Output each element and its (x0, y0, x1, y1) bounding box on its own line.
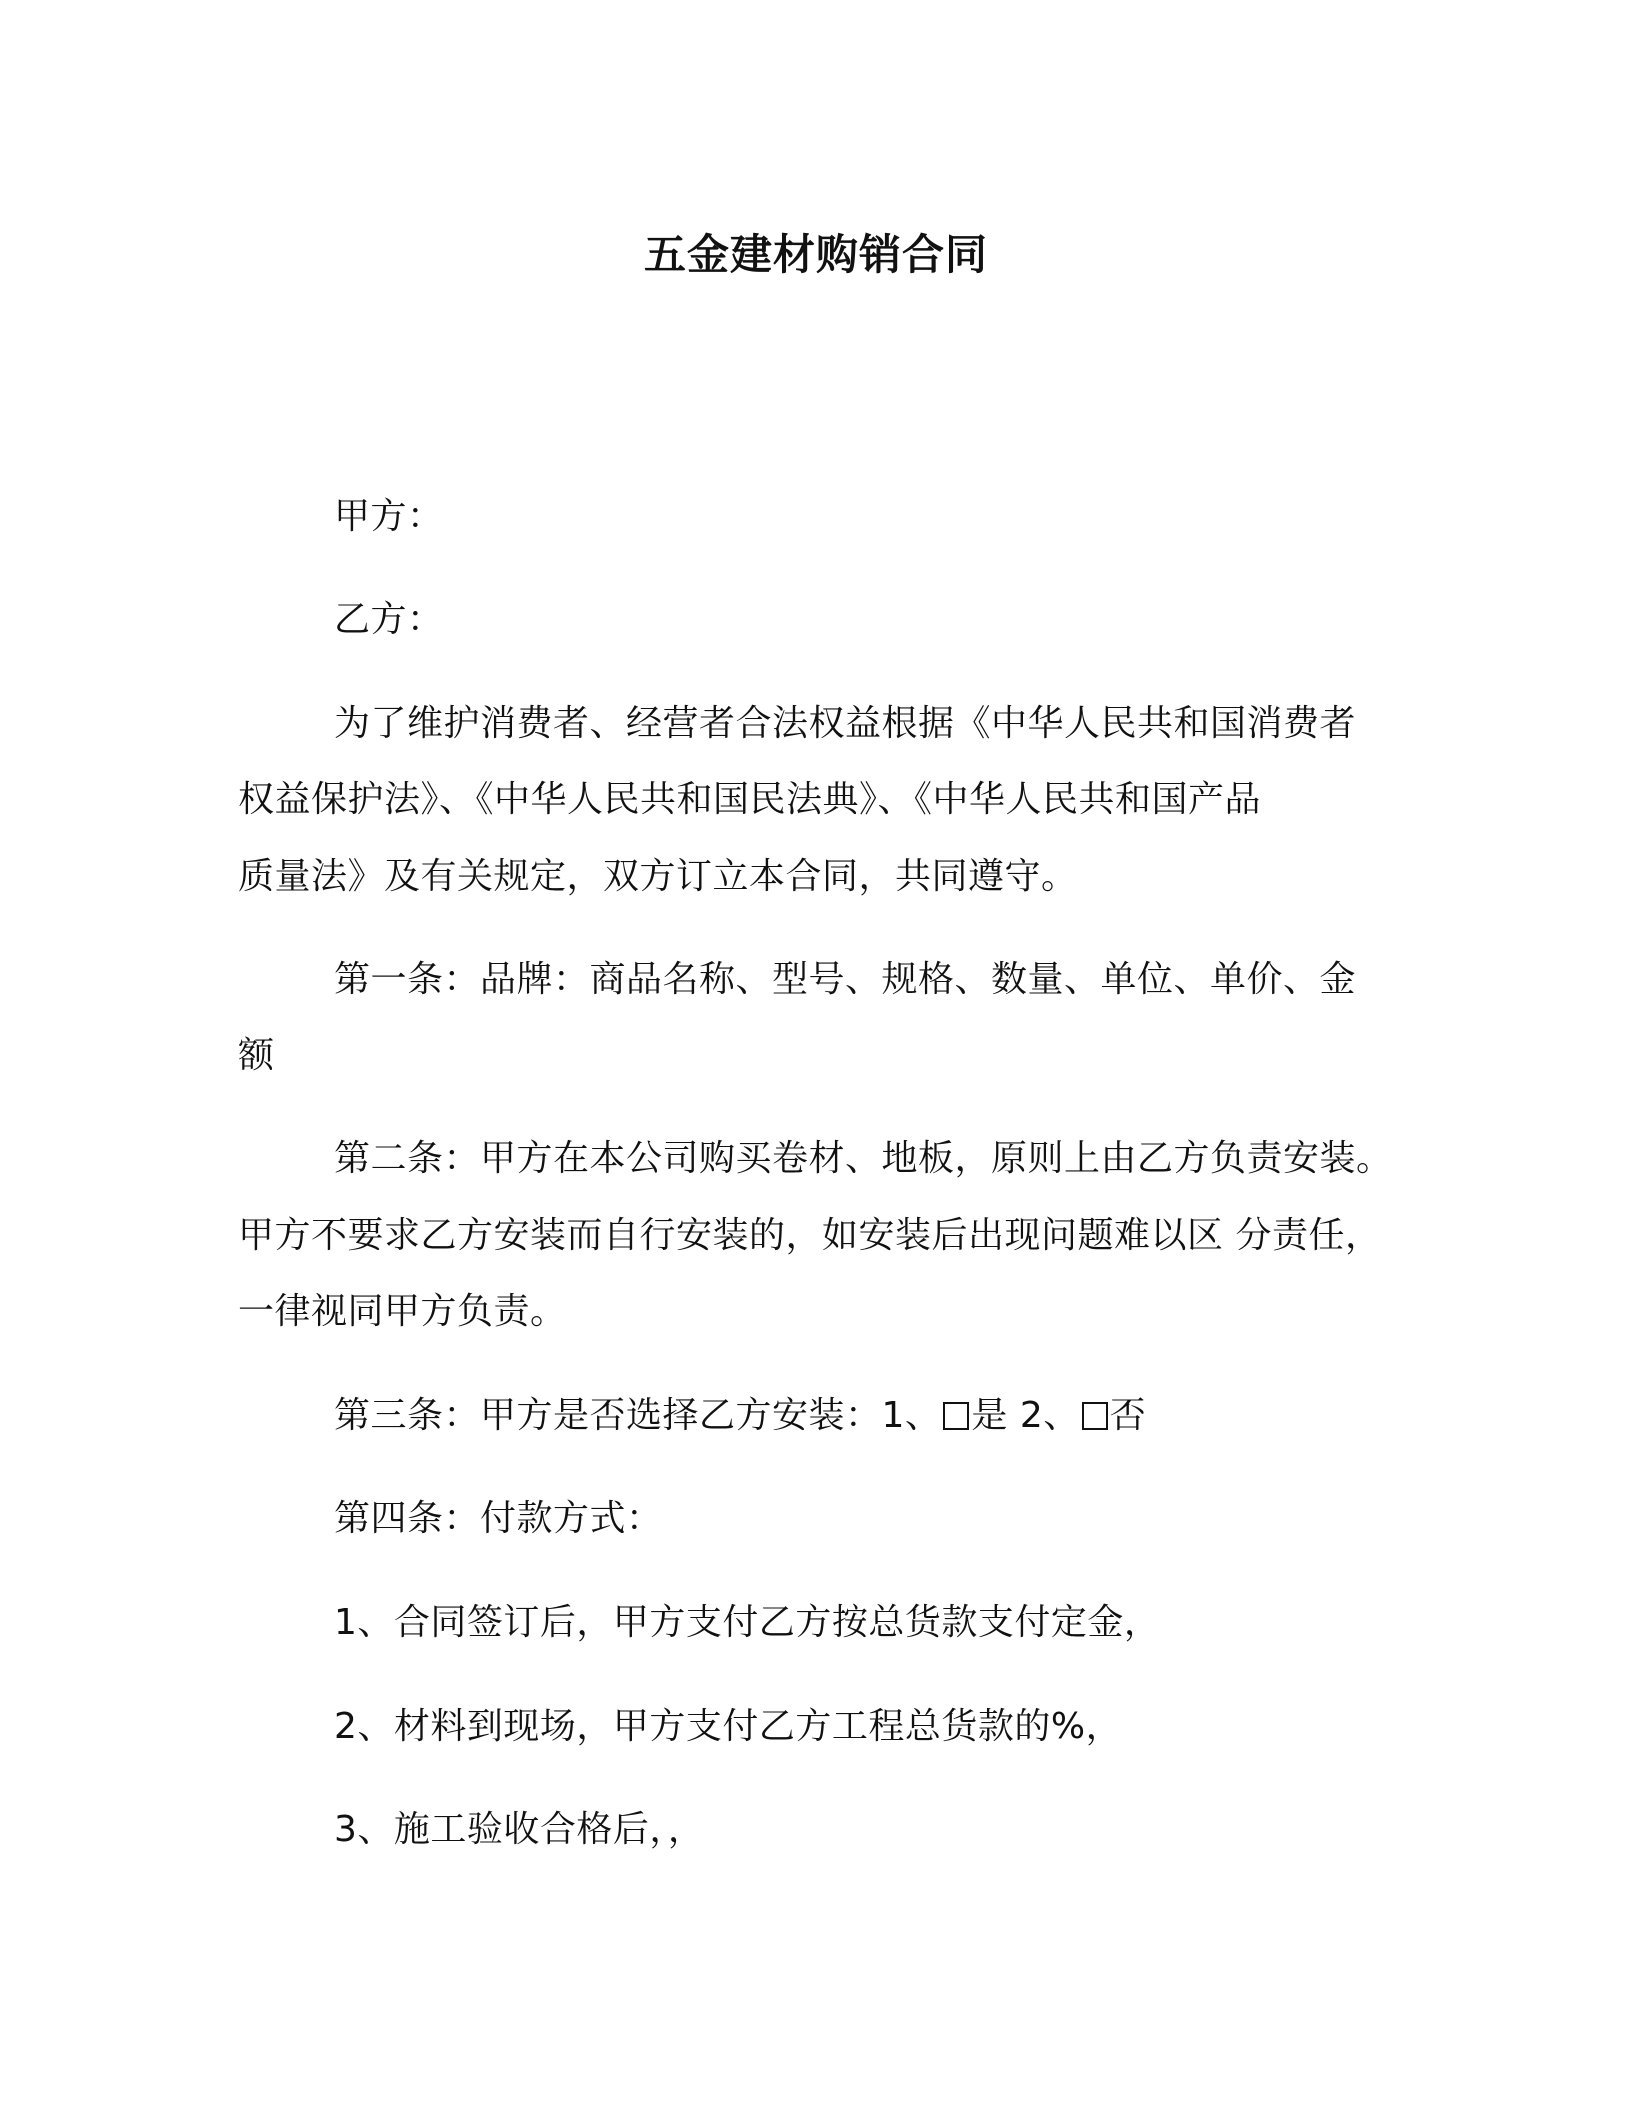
article4-item-2: 2、材料到现场，甲方支付乙方工程总货款的%， (334, 1706, 1123, 1747)
preamble-line-2: 权益保护法》、《中华人民共和国民法典》、《中华人民共和国产品 (238, 779, 1262, 820)
document-title: 五金建材购销合同 (643, 230, 988, 279)
preamble-line-1: 为了维护消费者、经营者合法权益根据《中华人民共和国消费者 (334, 703, 1357, 744)
article2-line-2: 甲方不要求乙方安装而自行安装的，如安装后出现问题难以区 分责任， (238, 1215, 1382, 1256)
article4-item-1: 1、合同签订后，甲方支付乙方按总货款支付定金， (334, 1602, 1161, 1643)
article2-line-1: 第二条：甲方在本公司购买卷材、地板，原则上由乙方负责安装。 (334, 1138, 1393, 1179)
article3-option-no: 否 (1109, 1395, 1147, 1436)
article4-heading: 第四条：付款方式： (334, 1498, 663, 1539)
article4-item-3: 3、施工验收合格后，， (334, 1809, 705, 1850)
checkbox-no[interactable] (1082, 1402, 1108, 1430)
article1-line-2: 额 (238, 1035, 275, 1076)
article2-line-3: 一律视同甲方负责。 (238, 1291, 567, 1332)
party-b-label: 乙方： (334, 599, 444, 640)
article1-line-1: 第一条：品牌：商品名称、型号、规格、数量、单位、单价、金 (334, 959, 1357, 1000)
checkbox-yes[interactable] (943, 1402, 969, 1430)
article3-option-yes: 是 2、 (971, 1395, 1080, 1436)
article3-prefix: 第三条：甲方是否选择乙方安装：1、 (334, 1395, 942, 1436)
article3-line (334, 1394, 1146, 1437)
party-a-label: 甲方： (334, 496, 444, 537)
preamble-line-3: 质量法》及有关规定，双方订立本合同，共同遵守。 (238, 856, 1078, 897)
